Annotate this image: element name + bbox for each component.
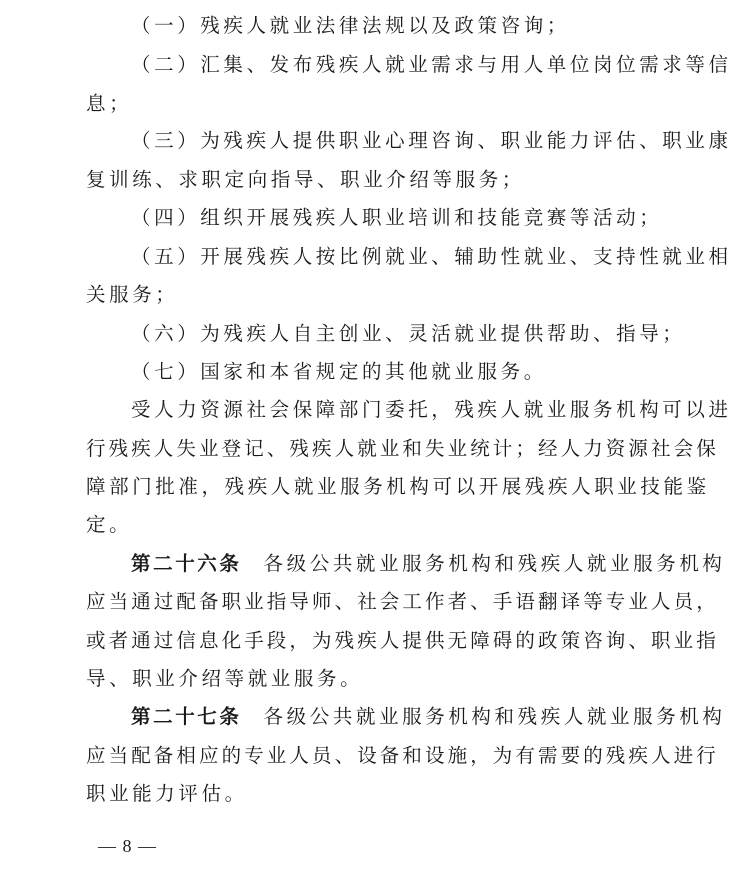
- paragraph-line: 行残疾人失业登记、残疾人就业和失业统计；经人力资源社会保: [86, 437, 719, 460]
- article-26-heading: 第二十六条: [131, 552, 242, 575]
- article-26-line: 应当通过配备职业指导师、社会工作者、手语翻译等专业人员，: [86, 590, 719, 613]
- list-item-7: （七）国家和本省规定的其他就业服务。: [131, 360, 547, 383]
- list-item-4: （四）组织开展残疾人职业培训和技能竞赛等活动；: [131, 206, 663, 229]
- list-item-5: （五）开展残疾人按比例就业、辅助性就业、支持性就业相: [131, 245, 732, 268]
- article-27-line: 职业能力评估。: [86, 782, 248, 805]
- page-number: — 8 —: [98, 836, 157, 856]
- article-26-line: 导、职业介绍等就业服务。: [86, 667, 364, 690]
- paragraph-line: 障部门批准，残疾人就业服务机构可以开展残疾人职业技能鉴: [86, 475, 710, 498]
- list-item-3: （三）为残疾人提供职业心理咨询、职业能力评估、职业康: [131, 129, 732, 152]
- list-item-2-continued: 息；: [86, 92, 133, 115]
- article-26-text: 各级公共就业服务机构和残疾人就业服务机构: [263, 552, 726, 575]
- list-item-6: （六）为残疾人自主创业、灵活就业提供帮助、指导；: [131, 322, 686, 345]
- list-item-1: （一）残疾人就业法律法规以及政策咨询；: [131, 14, 570, 37]
- list-item-2: （二）汇集、发布残疾人就业需求与用人单位岗位需求等信: [131, 53, 732, 76]
- list-item-5-continued: 关服务；: [86, 283, 179, 306]
- article-27-heading: 第二十七条: [131, 705, 242, 728]
- paragraph-line: 受人力资源社会保障部门委托，残疾人就业服务机构可以进: [131, 398, 732, 421]
- article-27-text: 各级公共就业服务机构和残疾人就业服务机构: [263, 705, 726, 728]
- article-26-first-line: [131, 551, 726, 577]
- article-27-first-line: [131, 704, 726, 730]
- article-26-line: 或者通过信息化手段，为残疾人提供无障碍的政策咨询、职业指: [86, 629, 719, 652]
- paragraph-line: 定。: [86, 513, 133, 536]
- article-27-line: 应当配备相应的专业人员、设备和设施，为有需要的残疾人进行: [86, 744, 719, 767]
- list-item-3-continued: 复训练、求职定向指导、职业介绍等服务；: [86, 168, 525, 191]
